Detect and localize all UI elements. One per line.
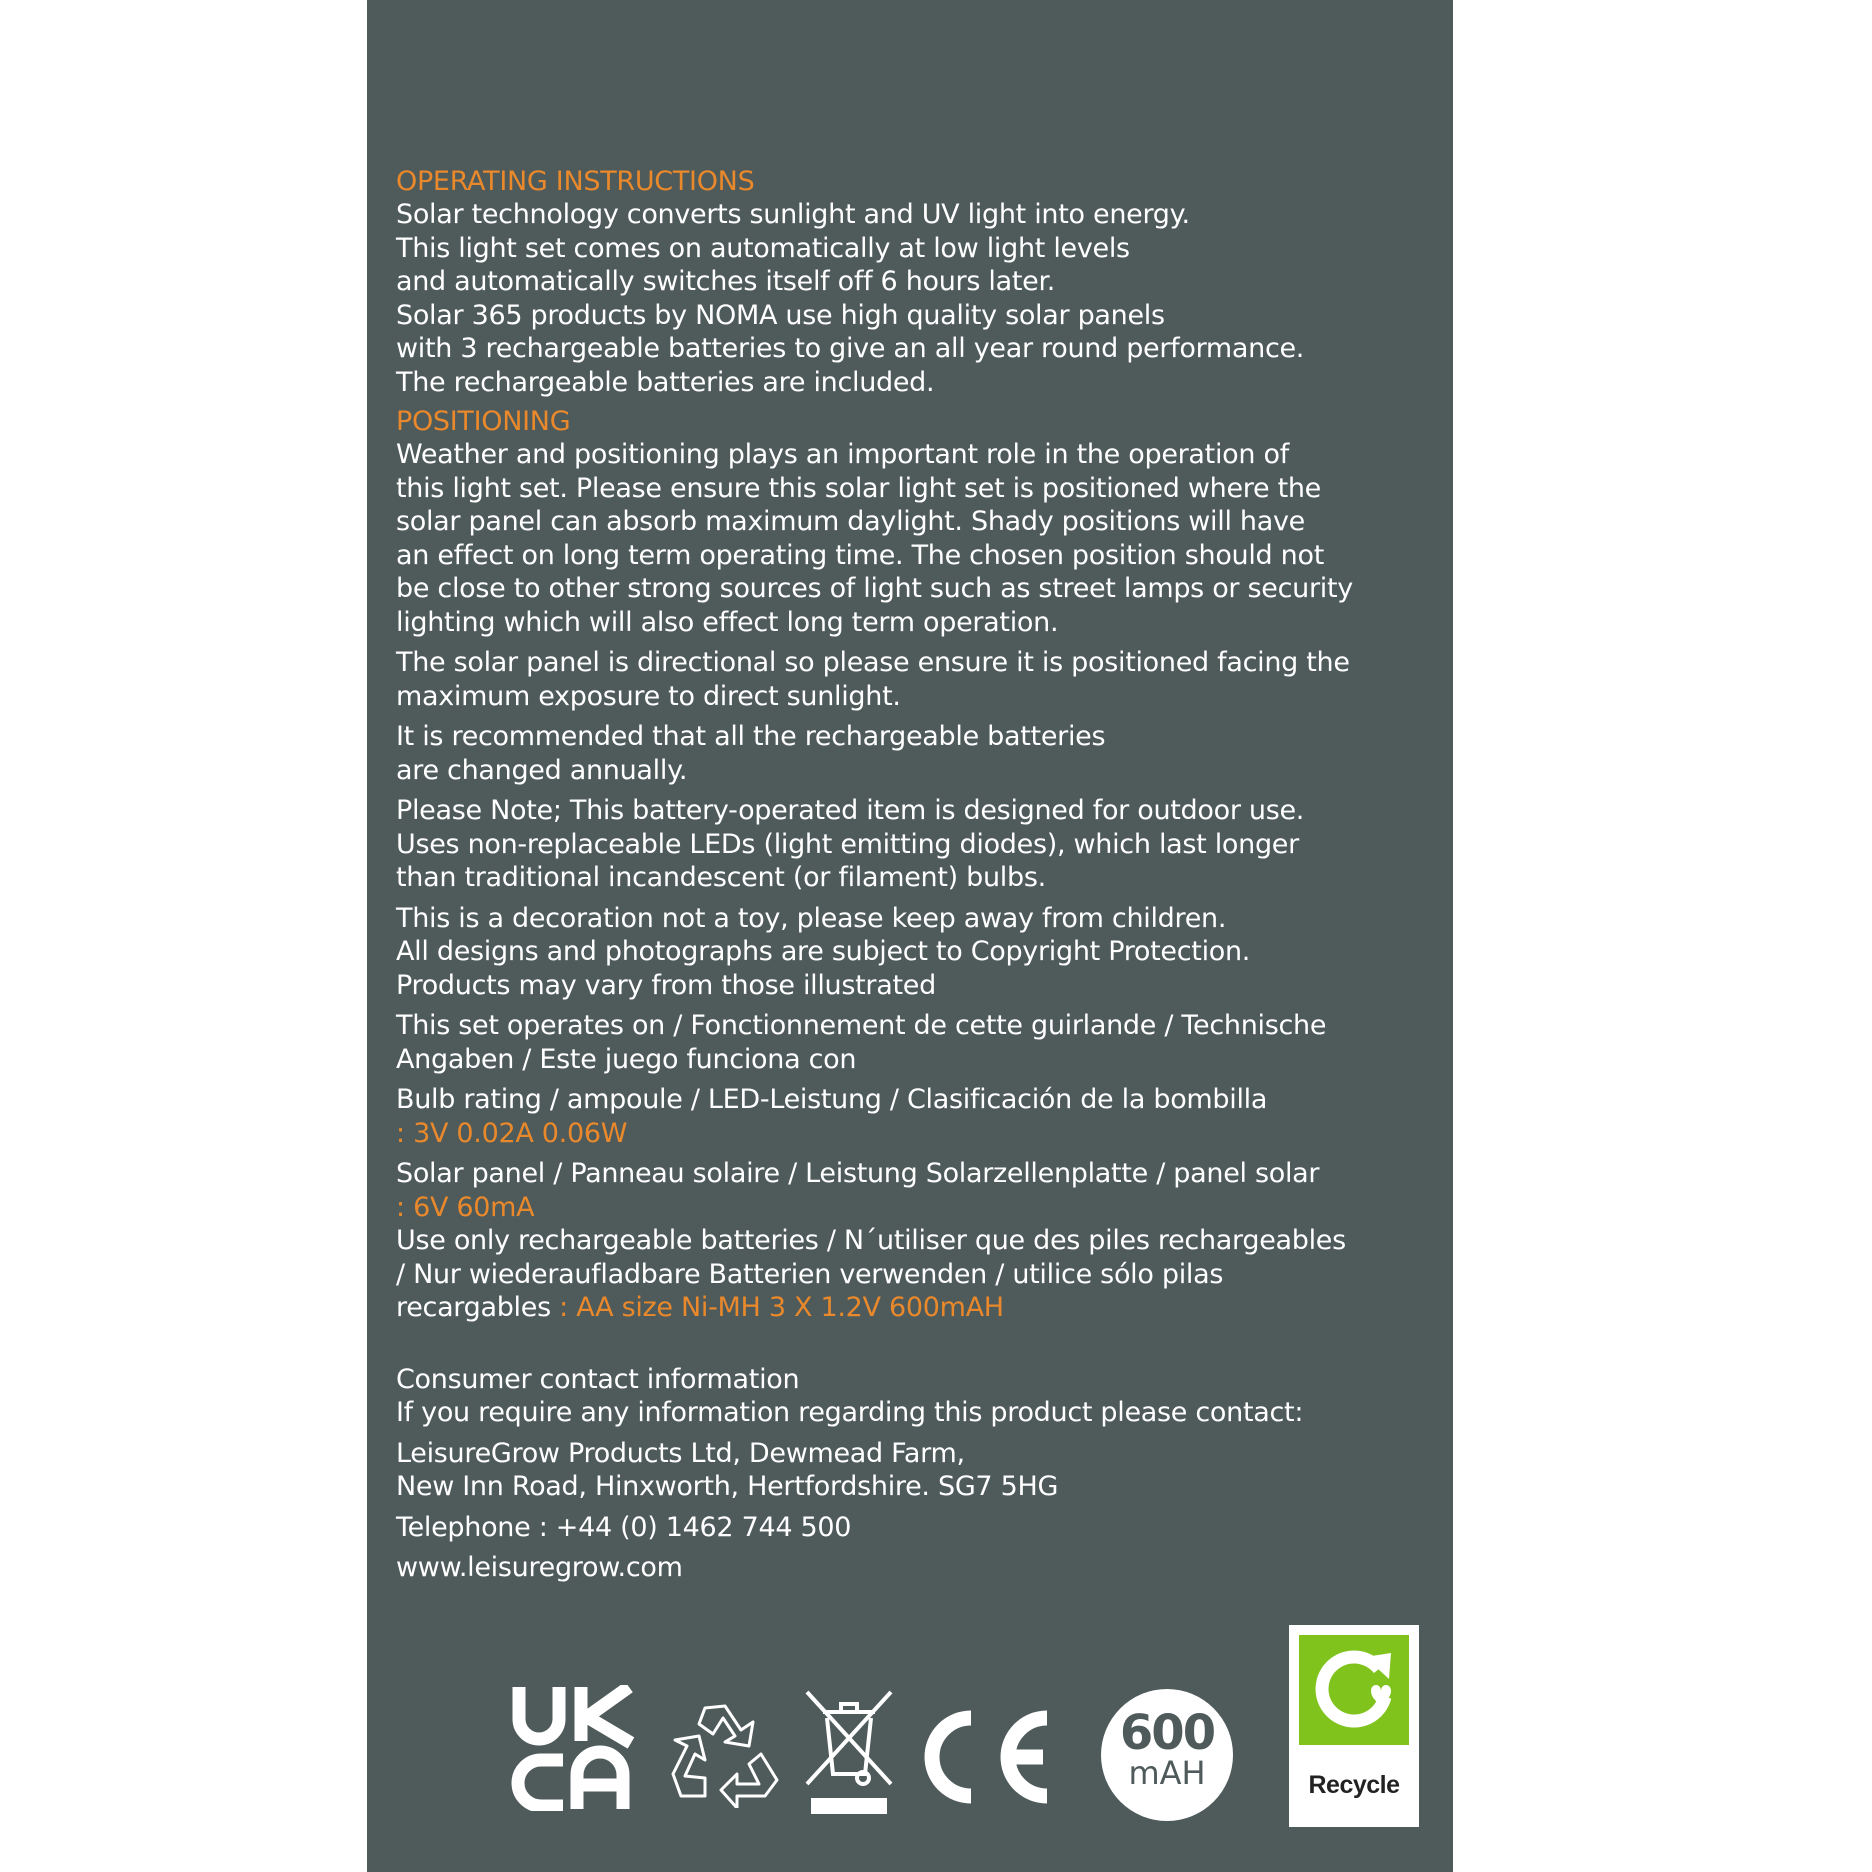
- operating-body: [396, 198, 1426, 399]
- solar-panel-spec: [396, 1157, 1426, 1224]
- address-line: New Inn Road, Hinxworth, Hertfordshire. SG7 5HG: [396, 1471, 1059, 1502]
- text-line: Please Note; This battery-operated item is designed for outdoor use.: [396, 795, 1305, 826]
- positioning-heading: POSITIONING: [396, 406, 571, 437]
- text-line: All designs and photographs are subject to Copyright Protection.: [396, 936, 1251, 967]
- text-line: Use only rechargeable batteries / N´utiliser que des piles rechargeables: [396, 1225, 1346, 1256]
- solar-panel-label: Solar panel / Panneau solaire / Leistung Solarzellenplatte / panel solar: [396, 1158, 1320, 1189]
- positioning-para-5: [396, 902, 1426, 1003]
- text-line: Solar technology converts sunlight and UV light into energy.: [396, 199, 1190, 230]
- text-line: this light set. Please ensure this solar light set is positioned where the: [396, 472, 1321, 504]
- positioning-para-3: [396, 720, 1426, 787]
- recycle-logo-icon: [1289, 1625, 1419, 1827]
- address-line: LeisureGrow Products Ltd, Dewmead Farm,: [396, 1437, 965, 1469]
- text-line: maximum exposure to direct sunlight.: [396, 680, 901, 712]
- text-line: Weather and positioning plays an important role in the operation of: [396, 439, 1289, 470]
- positioning-para-1: [396, 438, 1426, 639]
- text-line: / Nur wiederaufladbare Batterien verwenden / utilice sólo pilas: [396, 1258, 1224, 1290]
- text-line: This set operates on / Fonctionnement de cette guirlande / Technische: [396, 1010, 1327, 1041]
- text-line: than traditional incandescent (or filament) bulbs.: [396, 862, 1046, 893]
- text-line: be close to other strong sources of light such as street lamps or security: [396, 573, 1353, 604]
- capacity-number: 600: [1119, 1705, 1215, 1761]
- text-line: It is recommended that all the rechargeable batteries: [396, 721, 1106, 752]
- text-line: Products may vary from those illustrated: [396, 969, 936, 1001]
- battery-value: : AA size Ni-MH 3 X 1.2V 600mAH: [550, 1292, 1004, 1323]
- ukca-text: UKCA: [511, 1685, 514, 1686]
- recycle-label: Recycle: [1308, 1771, 1400, 1799]
- battery-spec: [396, 1224, 1426, 1325]
- solar-panel-value: : 6V 60mA: [396, 1191, 535, 1223]
- text-line: Angaben / Este juego funciona con: [396, 1043, 857, 1075]
- ce-text: CE: [923, 1708, 925, 1709]
- telephone: Telephone : +44 (0) 1462 744 500: [396, 1511, 852, 1543]
- text-line: are changed annually.: [396, 754, 688, 786]
- text-line: The rechargeable batteries are included.: [396, 366, 935, 398]
- text-line: an effect on long term operating time. The chosen position should not: [396, 539, 1324, 571]
- recycling-arrows-icon: [665, 1700, 781, 1808]
- capacity-unit: mAH: [1128, 1754, 1206, 1792]
- text-line: solar panel can absorb maximum daylight. Shady positions will have: [396, 506, 1305, 537]
- battery-capacity-icon: [1101, 1689, 1233, 1821]
- instructions-text: [396, 165, 1426, 1585]
- text-line: This light set comes on automatically at low light levels: [396, 232, 1130, 264]
- text-line: with 3 rechargeable batteries to give an all year round performance.: [396, 333, 1305, 364]
- packaging-panel: [367, 0, 1453, 1872]
- text-line: This is a decoration not a toy, please keep away from children.: [396, 902, 1227, 934]
- ukca-mark-icon: [511, 1685, 641, 1811]
- text-line: Uses non-replaceable LEDs (light emitting diodes), which last longer: [396, 828, 1299, 860]
- text-line: and automatically switches itself off 6 hours later.: [396, 266, 1056, 297]
- text-line: Solar 365 products by NOMA use high quality solar panels: [396, 299, 1165, 331]
- recycle-green-square: [1299, 1635, 1409, 1745]
- website-link: www.leisuregrow.com: [396, 1552, 683, 1583]
- positioning-para-2: [396, 646, 1426, 713]
- battery-label: recargables: [396, 1292, 551, 1323]
- contact-title: Consumer contact information: [396, 1363, 800, 1395]
- positioning-para-4: [396, 794, 1426, 895]
- bulb-rating-value: : 3V 0.02A 0.06W: [396, 1117, 628, 1149]
- ce-mark-icon: [923, 1708, 1063, 1806]
- battery-line-3: [396, 1291, 1426, 1325]
- certification-logos: [367, 1620, 1453, 1872]
- operating-heading: OPERATING INSTRUCTIONS: [396, 166, 755, 197]
- bulb-rating-label: Bulb rating / ampoule / LED-Leistung / Clasificación de la bombilla: [396, 1084, 1268, 1115]
- text-line: The solar panel is directional so please ensure it is positioned facing the: [396, 647, 1350, 678]
- contact-info: [396, 1363, 1426, 1585]
- text-line: lighting which will also effect long term operation.: [396, 606, 1059, 638]
- recycle-arrow-icon: [1299, 1635, 1409, 1745]
- crossed-bin-icon: [801, 1688, 897, 1820]
- bulb-rating: [396, 1083, 1426, 1150]
- positioning-para-6: [396, 1009, 1426, 1076]
- contact-intro: If you require any information regarding this product please contact:: [396, 1397, 1304, 1428]
